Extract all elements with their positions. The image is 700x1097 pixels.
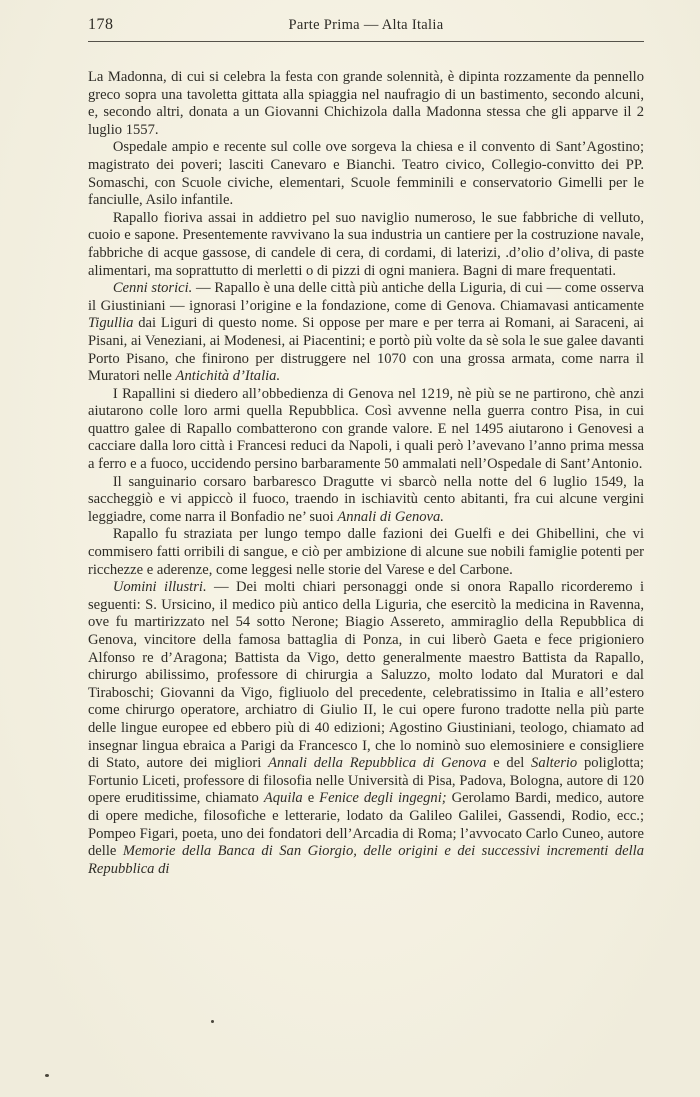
running-title: Parte Prima — Alta Italia bbox=[288, 17, 444, 33]
italic-text: Annali della Repubblica di Genova bbox=[268, 755, 487, 772]
italic-text: Salterio bbox=[531, 755, 578, 772]
header-rule bbox=[88, 41, 644, 42]
paragraph bbox=[88, 69, 644, 139]
scan-speck bbox=[45, 1074, 49, 1077]
body-text: I Rapallini si diedero all’obbedienza di Genova nel 1219, nè più se ne partirono, chè anzi aiutarono colle loro armi quella Repubblica. Così avvenne nella guerra contro Pisa, in cui quattro galee di Rapallo combatterono con grande valore. E nel 1495 aiutarono i Genovesi a cacciare dalla loro città i Francesi reduci da Napoli, i quali però l’avevano l’anno prima messa a ferro e a fuoco, uccidendo persino barbaramente 50 ammalati nell’Ospedale di Sant’Antonio. bbox=[88, 385, 644, 473]
body-text: e bbox=[302, 790, 320, 807]
italic-text: Memorie della Banca di San Giorgio, delle origini e dei successivi incrementi della Repubblica di bbox=[88, 843, 645, 877]
italic-text: Aquila bbox=[263, 790, 303, 807]
page-body bbox=[88, 69, 644, 878]
italic-text: Annali di Genova. bbox=[337, 508, 444, 525]
body-text: dai Liguri di questo nome. Si oppose per mare e per terra ai Romani, ai Saraceni, ai Pisani, ai Veneziani, ai Modenesi, ai Piacentini; e portò più volte da sè sola le sue galee davanti Porto Pisano, che finirono per distruggere nel 1070 con una grossa armata, come narra il Muratori nelle bbox=[88, 315, 644, 385]
body-text: — Rapallo è una delle città più antiche della Liguria, di cui — come osserva il Giustiniani — ignorasi l’origine e la fondazione, come di Genova. Chiamavasi anticamente bbox=[88, 280, 644, 314]
body-text: Ospedale ampio e recente sul colle ove sorgeva la chiesa e il convento di Sant’Agostino; magistrato dei poveri; lasciti Canevaro e Bianchi. Teatro civico, Collegio-convitto dei PP. Somaschi, con Scuole civiche, elementari, Scuole femminili e conservatorio Gimelli per le fanciulle, Asilo infantile. bbox=[88, 139, 644, 209]
italic-text: Antichità d’Italia. bbox=[175, 368, 281, 385]
paragraph bbox=[88, 280, 644, 386]
body-text: poliglotta; Fortunio Liceti, professore di filosofia nelle Università di Pisa, Padova, Bologna, autore di 120 opere eruditissime, chiamato bbox=[88, 755, 644, 807]
body-text: Rapallo fioriva assai in addietro pel suo naviglio numeroso, le sue fabbriche di velluto, cuoio e sapone. Presentemente ravvivano la sua industria un cantiere per la costruzione navale, fabbriche di acque gassose, di candele di cera, di cordami, di laterizi, .d’olio d’oliva, di paste alimentari, ma soprattutto di merletti o di pizzi di ogni maniera. Bagni di mare frequentati. bbox=[88, 209, 644, 279]
italic-text: Tigullia bbox=[88, 315, 134, 332]
italic-text: Cenni storici. bbox=[112, 280, 193, 297]
paragraph bbox=[88, 139, 644, 209]
paragraph bbox=[88, 210, 644, 280]
body-text: e del bbox=[486, 755, 532, 772]
page-number: 178 bbox=[88, 16, 114, 33]
body-text: Gerolamo Bardi, medico, autore di opere mediche, filosofiche e letterarie, lodato da Galileo Galilei, Gassendi, Rodio, ecc.; Pompeo Figari, poeta, uno dei fondatori dell’Arcadia di Roma; l’avvocato Carlo Cuneo, autore delle bbox=[88, 790, 645, 860]
paragraph bbox=[88, 526, 644, 579]
body-text: Il sanguinario corsaro barbaresco Dragutte vi sbarcò nella notte del 6 luglio 1549, la saccheggiò e vi appiccò il fuoco, traendo in ischiavitù cento abitanti, fra cui alcune vergini leggiadre, come narra il Bonfadio ne’ suoi bbox=[88, 473, 644, 525]
paragraph bbox=[88, 386, 644, 474]
italic-text: Uomini illustri. bbox=[112, 579, 207, 596]
italic-text: Fenice degli ingegni; bbox=[319, 790, 447, 807]
body-text: — Dei molti chiari personaggi onde si onora Rapallo ricorderemo i seguenti: S. Ursicino, il medico più antico della Liguria, che esercitò la medicina in Ravenna, ove fu martirizzato nel 54 sotto Nerone; Biagio Assereto, ammiraglio della Repubblica di Genova, vincitore della famosa battaglia di Ponza, in cui liberò Gaeta e fece prigioniero Alfonso re d’Aragona; Battista da Vigo, detto generalmente maestro Battista da Rapallo, chirurgo abilissimo, professore di chirurgia a Saluzzo, molto lodato dal Muratori e dal Tiraboschi; Giovanni da Vigo, figliuolo del precedente, celebratissimo in Italia e all’estero come chirurgo operatore, archiatro di Giulio II, le cui opere furono tradotte nella più parte delle lingue europee ed ebbero più di 40 edizioni; Agostino Giustiniani, teologo, chiamato ad insegnar lingua ebraica a Parigi da Francesco I, che lo nominò suo elemosiniere e consigliere di Stato, autore dei migliori bbox=[88, 579, 644, 772]
paragraph bbox=[88, 474, 644, 527]
scan-speck bbox=[211, 1020, 214, 1023]
body-text: La Madonna, di cui si celebra la festa con grande solennità, è dipinta rozzamente da pennello greco sopra una tavoletta gittata alla spiaggia nel naufragio di un bastimento, secondo alcuni, e, secondo altri, donata a un Giovanni Chichizola dalla Madonna stessa che gli apparve il 2 luglio 1557. bbox=[88, 69, 644, 138]
body-text: Rapallo fu straziata per lungo tempo dalle fazioni dei Guelfi e dei Ghibellini, che vi commisero fatti orribili di sangue, e ciò per ambizione di alcune sue nobili famiglie potenti per ricchezze e aderenze, come leggesi nelle storie del Varese e del Carbone. bbox=[88, 526, 644, 578]
page-header bbox=[88, 16, 644, 34]
paragraph bbox=[88, 579, 644, 878]
